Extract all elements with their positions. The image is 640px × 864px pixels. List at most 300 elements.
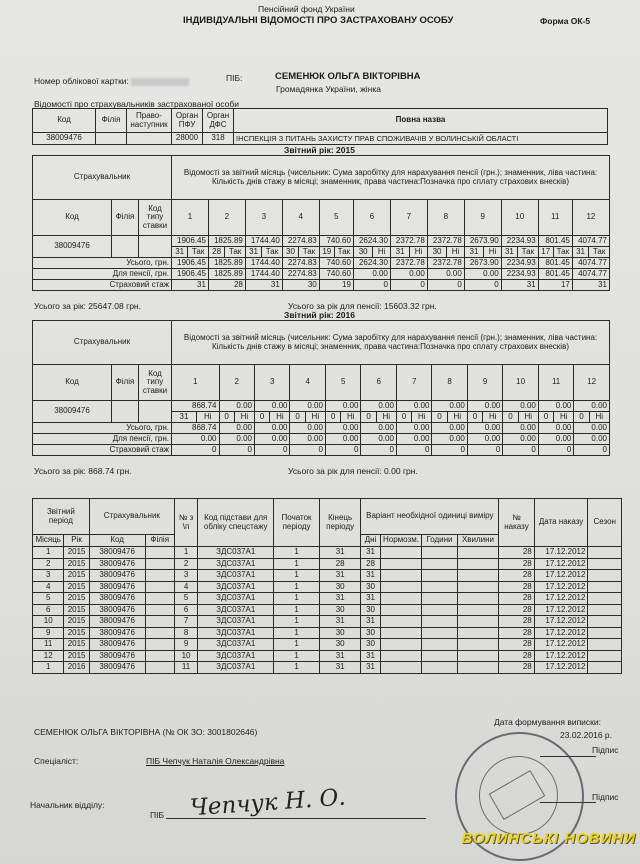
pension-row-value: 1744.40 — [245, 269, 282, 280]
month-paid-mark: Ні — [484, 247, 502, 258]
period-cell: 2015 — [64, 570, 89, 582]
month-amount: 0.00 — [432, 401, 467, 412]
period-cell: 38009476 — [89, 593, 145, 605]
period-cell — [457, 639, 499, 651]
pension-row-value: 4074.77 — [572, 269, 609, 280]
h-month: 10 — [503, 365, 538, 401]
y2016-table — [32, 320, 610, 456]
period-cell — [422, 581, 457, 593]
period-cell — [145, 627, 174, 639]
period-cell — [588, 547, 622, 559]
total-row-value: 0.00 — [361, 423, 396, 434]
table-row — [33, 604, 622, 616]
total-row-value: 0.00 — [574, 423, 610, 434]
month-days: 30 — [353, 247, 372, 258]
stazh-row-value: 0 — [396, 445, 431, 456]
pension-row-value: 0.00 — [254, 434, 289, 445]
total-row-value: 4074.77 — [572, 258, 609, 269]
year-2016-label: Звітний рік: 2016 — [284, 310, 355, 320]
month-amount: 0.00 — [574, 401, 610, 412]
pension-row-value: 740.60 — [319, 269, 353, 280]
h-month: 1 — [172, 200, 209, 236]
insurer-code: 38009476 — [33, 133, 96, 145]
month-amount: 2372.78 — [390, 236, 427, 247]
month-amount: 0.00 — [361, 401, 396, 412]
h-insurer: Страхувальник — [33, 156, 172, 200]
table-row — [33, 662, 622, 674]
period-cell: 4 — [33, 581, 64, 593]
period-cell: 1 — [274, 639, 320, 651]
stazh-row-value: 0 — [353, 280, 390, 291]
h-month: 9 — [467, 365, 502, 401]
total-row-value: 2624.30 — [353, 258, 390, 269]
month-amount: 0.00 — [503, 401, 538, 412]
h-fullname: Повна назва — [234, 109, 608, 133]
table-row — [33, 547, 622, 559]
total-row-value: 1744.40 — [245, 258, 282, 269]
h-code: Код — [33, 200, 112, 236]
h-month: 5 — [325, 365, 360, 401]
stazh-row-label: Страховий стаж — [33, 280, 172, 291]
table-row — [33, 593, 622, 605]
card-number-label: Номер облікової картки: — [34, 76, 189, 86]
month-paid-mark: Ні — [518, 412, 538, 423]
h-month: 8 — [427, 200, 464, 236]
h-code: Код — [33, 109, 96, 133]
period-cell — [145, 650, 174, 662]
period-cell — [422, 570, 457, 582]
period-cell: 38009476 — [89, 547, 145, 559]
period-cell: 30 — [361, 627, 380, 639]
total-row-value: 2372.78 — [390, 258, 427, 269]
pension-row-value: 2274.83 — [282, 269, 319, 280]
stazh-row-value: 0 — [361, 445, 396, 456]
stazh-row-label: Страховий стаж — [33, 445, 172, 456]
period-cell — [380, 639, 422, 651]
period-cell: 5 — [33, 593, 64, 605]
month-paid-mark: Так — [188, 247, 209, 258]
period-cell: 28 — [499, 558, 534, 570]
period-cell — [588, 650, 622, 662]
month-paid-mark: Ні — [589, 412, 609, 423]
stazh-row-value: 0 — [219, 445, 254, 456]
h-month: 4 — [290, 365, 325, 401]
period-cell: 8 — [174, 627, 197, 639]
pension-row-value: 0.00 — [503, 434, 538, 445]
period-cell: 31 — [319, 616, 361, 628]
y2015-total-year: Усього за рік: 25647.08 грн. — [34, 301, 141, 311]
month-amount: 0.00 — [396, 401, 431, 412]
pension-row-label: Для пенсії, грн. — [33, 269, 172, 280]
org-name: Пенсійний фонд України — [258, 4, 355, 14]
stazh-row-value: 30 — [282, 280, 319, 291]
month-days: 0 — [503, 412, 518, 423]
sign-label-2: Підпис — [592, 792, 619, 802]
period-cell — [380, 570, 422, 582]
period-cell: 31 — [361, 547, 380, 559]
period-cell: 10 — [33, 616, 64, 628]
period-cell: 17.12.2012 — [534, 627, 588, 639]
period-cell — [380, 604, 422, 616]
insurer-dfs: 318 — [203, 133, 234, 145]
stazh-row-value: 0 — [503, 445, 538, 456]
h-dfs: Орган ДФС — [203, 109, 234, 133]
h-month: 9 — [464, 200, 501, 236]
period-cell: ЗДС037А1 — [198, 581, 274, 593]
total-row-value: 0.00 — [467, 423, 502, 434]
period-cell — [588, 639, 622, 651]
period-cell — [457, 570, 499, 582]
month-days: 31 — [172, 412, 197, 423]
period-cell: 17.12.2012 — [534, 558, 588, 570]
period-cell: 11 — [33, 639, 64, 651]
month-days: 0 — [254, 412, 269, 423]
period-cell: 2015 — [64, 604, 89, 616]
head-label: Начальник відділу: — [30, 800, 105, 810]
pension-row-value: 0.00 — [219, 434, 254, 445]
period-cell: 28 — [499, 650, 534, 662]
h-month: 11 — [538, 365, 573, 401]
period-cell: 28 — [499, 662, 534, 674]
period-cell: 28 — [361, 558, 380, 570]
month-days: 31 — [245, 247, 261, 258]
period-cell: 2015 — [64, 650, 89, 662]
h-filia: Філія — [112, 365, 139, 401]
month-paid-mark: Так — [262, 247, 283, 258]
year-2015-label: Звітний рік: 2015 — [284, 145, 355, 155]
period-cell: 2016 — [64, 662, 89, 674]
period-cell — [422, 662, 457, 674]
h-month: 12 — [572, 200, 609, 236]
period-cell: 1 — [274, 570, 320, 582]
period-cell: ЗДС037А1 — [198, 627, 274, 639]
h-month: 7 — [390, 200, 427, 236]
period-cell — [422, 547, 457, 559]
month-days: 17 — [538, 247, 553, 258]
month-amount: 2624.30 — [353, 236, 390, 247]
month-paid-mark: Ні — [412, 412, 432, 423]
period-cell: ЗДС037А1 — [198, 616, 274, 628]
period-cell — [588, 604, 622, 616]
period-cell: 2 — [174, 558, 197, 570]
month-days: 0 — [574, 412, 589, 423]
month-amount: 0.00 — [467, 401, 502, 412]
h-month: 2 — [208, 200, 245, 236]
period-cell — [457, 627, 499, 639]
month-amount: 1825.89 — [208, 236, 245, 247]
pension-row-value: 0.00 — [574, 434, 610, 445]
period-cell: 28 — [499, 570, 534, 582]
total-row-label: Усього, грн. — [33, 258, 172, 269]
pension-row-value: 0.00 — [538, 434, 573, 445]
period-cell: 3 — [174, 570, 197, 582]
period-cell: 38009476 — [89, 604, 145, 616]
period-cell — [380, 593, 422, 605]
period-cell: 28 — [499, 547, 534, 559]
document-title: ІНДИВІДУАЛЬНІ ВІДОМОСТІ ПРО ЗАСТРАХОВАНУ ОСОБУ — [183, 15, 454, 26]
table-row — [33, 570, 622, 582]
month-days: 0 — [467, 412, 482, 423]
month-days: 0 — [538, 412, 553, 423]
period-cell — [588, 570, 622, 582]
stazh-row-value: 0 — [427, 280, 464, 291]
period-cell — [145, 593, 174, 605]
h-rate-type: Код типу ставки — [139, 365, 172, 401]
month-days: 28 — [208, 247, 224, 258]
period-cell: 1 — [274, 616, 320, 628]
period-cell: 1 — [274, 547, 320, 559]
period-cell — [145, 616, 174, 628]
insurer-code: 38009476 — [33, 401, 112, 423]
month-days: 0 — [219, 412, 234, 423]
period-cell — [145, 547, 174, 559]
month-paid-mark: Ні — [270, 412, 290, 423]
h-month: 2 — [219, 365, 254, 401]
period-cell: 1 — [33, 547, 64, 559]
month-days: 31 — [172, 247, 188, 258]
period-cell — [380, 627, 422, 639]
table-row — [33, 650, 622, 662]
period-cell: ЗДС037А1 — [198, 650, 274, 662]
stazh-row-value: 0 — [172, 445, 220, 456]
insurer-code: 38009476 — [33, 236, 112, 258]
month-days: 30 — [282, 247, 298, 258]
pension-row-value: 0.00 — [464, 269, 501, 280]
table-row — [33, 558, 622, 570]
insurer-fullname: ІНСПЕКЦІЯ З ПИТАНЬ ЗАХИСТУ ПРАВ СПОЖИВАЧІВ У ВОЛИНСЬКІЙ ОБЛАСТІ — [234, 133, 608, 145]
pension-row-label: Для пенсії, грн. — [33, 434, 172, 445]
head-pib-label: ПІБ — [150, 810, 165, 820]
period-cell — [380, 650, 422, 662]
period-cell: 31 — [361, 616, 380, 628]
month-days: 31 — [390, 247, 409, 258]
h-month: 8 — [432, 365, 467, 401]
period-cell: 11 — [174, 662, 197, 674]
stazh-row-value: 31 — [172, 280, 209, 291]
pension-row-value: 0.00 — [467, 434, 502, 445]
pension-row-value: 0.00 — [325, 434, 360, 445]
period-cell — [588, 593, 622, 605]
period-cell — [457, 662, 499, 674]
period-cell: 1 — [274, 627, 320, 639]
month-paid-mark: Ні — [341, 412, 361, 423]
month-amount: 868.74 — [172, 401, 220, 412]
month-paid-mark: Так — [589, 247, 610, 258]
month-days: 31 — [501, 247, 517, 258]
period-cell: 5 — [174, 593, 197, 605]
period-cell: 17.12.2012 — [534, 650, 588, 662]
period-cell: 30 — [319, 604, 361, 616]
period-cell: 1 — [274, 650, 320, 662]
month-paid-mark: Ні — [447, 247, 465, 258]
stazh-row-value: 28 — [208, 280, 245, 291]
pension-row-value: 0.00 — [390, 269, 427, 280]
period-cell: 2015 — [64, 616, 89, 628]
period-cell: 17.12.2012 — [534, 570, 588, 582]
h-month: 5 — [319, 200, 353, 236]
period-cell — [145, 581, 174, 593]
h-month: 3 — [245, 200, 282, 236]
period-cell: 28 — [499, 593, 534, 605]
period-cell: ЗДС037А1 — [198, 558, 274, 570]
period-cell: 31 — [361, 570, 380, 582]
month-amount: 0.00 — [219, 401, 254, 412]
period-cell — [422, 650, 457, 662]
period-cell: ЗДС037А1 — [198, 593, 274, 605]
month-paid-mark: Ні — [447, 412, 467, 423]
period-cell: 31 — [319, 650, 361, 662]
period-cell: 17.12.2012 — [534, 581, 588, 593]
month-paid-mark: Ні — [376, 412, 396, 423]
month-amount: 0.00 — [325, 401, 360, 412]
h-month: 4 — [282, 200, 319, 236]
period-cell: 2015 — [64, 627, 89, 639]
month-days: 31 — [572, 247, 588, 258]
h-filia: Філія — [112, 200, 139, 236]
table-row — [33, 616, 622, 628]
period-cell: 30 — [361, 581, 380, 593]
period-cell: 1 — [274, 604, 320, 616]
period-cell — [457, 547, 499, 559]
total-row-label: Усього, грн. — [33, 423, 172, 434]
total-row-value: 0.00 — [219, 423, 254, 434]
period-cell — [422, 604, 457, 616]
h-rate-type: Код типу ставки — [139, 200, 172, 236]
pension-row-value: 0.00 — [353, 269, 390, 280]
period-cell — [588, 558, 622, 570]
period-cell: 9 — [33, 627, 64, 639]
month-amount: 2673.90 — [464, 236, 501, 247]
stazh-row-value: 0 — [325, 445, 360, 456]
pib-label: ПІБ: — [226, 73, 243, 83]
pension-row-value: 0.00 — [427, 269, 464, 280]
period-cell — [422, 593, 457, 605]
h-insurer: Страхувальник — [33, 321, 172, 365]
period-cell: 17.12.2012 — [534, 639, 588, 651]
period-cell: 31 — [361, 650, 380, 662]
period-cell: 28 — [499, 616, 534, 628]
month-paid-mark: Ні — [234, 412, 254, 423]
h-month: 6 — [361, 365, 396, 401]
pension-row-value: 0.00 — [290, 434, 325, 445]
insurer-caption: Відомості про страхувальників застрахованої особи — [34, 99, 240, 109]
stazh-row-value: 0 — [390, 280, 427, 291]
period-cell: 2015 — [64, 593, 89, 605]
h-filia: Філія — [96, 109, 127, 133]
period-cell — [588, 662, 622, 674]
total-row-value: 1825.89 — [208, 258, 245, 269]
total-row-value: 2234.93 — [501, 258, 538, 269]
specialist-label: Спеціаліст: — [34, 756, 79, 766]
period-cell: ЗДС037А1 — [198, 662, 274, 674]
stazh-row-value: 31 — [501, 280, 538, 291]
total-row-value: 2673.90 — [464, 258, 501, 269]
total-row-value: 0.00 — [503, 423, 538, 434]
period-cell — [588, 581, 622, 593]
stazh-row-value: 0 — [467, 445, 502, 456]
h-month: 12 — [574, 365, 610, 401]
period-cell: 3 — [33, 570, 64, 582]
special-periods-table: Звітний період Страхувальник № з \п Код підстави для обліку спецстажу Початок періоду Кінець періоду Варіант необхідної одиниці виміру № наказу Дата наказу Сезон Місяць Рік Код Філія Дні Нормозм. Години Хвилини 1 2015 38009476 1 ЗДС037А1 1 31 31 28 17.12.2012 2 2015 38009476 2 ЗДС037А1 1 28 28 28 17.12.2012 3 2015 38009476 3 ЗДС037А1 1 31 31 28 17.12.2012 4 2015 38009476 4 ЗДС037А1 1 30 30 28 17.12.2012 5 2015 38009476 5 ЗДС037А1 1 31 31 28 17.12.2012 6 2015 38009476 6 ЗДС037А1 1 30 30 28 17.12.2012 10 2015 38009476 7 ЗДС037А1 1 31 31 28 17.12.2012 9 2015 38009476 8 ЗДС037А1 1 30 30 28 17.12.2012 11 2015 38009476 9 ЗДС037А1 1 30 30 28 17.12.2012 12 2015 38009476 10 ЗДС037А1 1 31 31 28 17.12.2012 1 2016 38009476 11 ЗДС037А1 1 31 31 28 17.12.2012 — [32, 498, 622, 674]
period-cell — [422, 616, 457, 628]
month-amount: 740.60 — [319, 236, 353, 247]
month-days: 19 — [319, 247, 334, 258]
period-cell: 17.12.2012 — [534, 547, 588, 559]
period-cell: ЗДС037А1 — [198, 604, 274, 616]
period-cell — [145, 639, 174, 651]
period-cell: 38009476 — [89, 627, 145, 639]
pension-row-value: 2234.93 — [501, 269, 538, 280]
month-amount: 2372.78 — [427, 236, 464, 247]
h-pfu: Орган ПФУ — [172, 109, 203, 133]
period-cell: 28 — [499, 581, 534, 593]
period-cell: 38009476 — [89, 650, 145, 662]
month-paid-mark: Ні — [483, 412, 503, 423]
h-month: 11 — [538, 200, 572, 236]
stazh-row-value: 0 — [290, 445, 325, 456]
h-month: 10 — [501, 200, 538, 236]
period-cell: 30 — [361, 639, 380, 651]
month-days: 30 — [427, 247, 446, 258]
table-row — [33, 627, 622, 639]
formed-date: 23.02.2016 р. — [560, 730, 612, 740]
h-month: 3 — [254, 365, 289, 401]
period-cell: 1 — [274, 581, 320, 593]
period-cell: 2015 — [64, 558, 89, 570]
month-days: 0 — [396, 412, 411, 423]
month-days: 0 — [325, 412, 340, 423]
period-cell: ЗДС037А1 — [198, 547, 274, 559]
total-row-value: 801.45 — [538, 258, 572, 269]
h-month: 6 — [353, 200, 390, 236]
period-cell: 17.12.2012 — [534, 616, 588, 628]
period-cell: 31 — [319, 570, 361, 582]
pension-row-value: 0.00 — [361, 434, 396, 445]
period-cell — [422, 558, 457, 570]
total-row-value: 1906.45 — [172, 258, 209, 269]
period-cell — [457, 558, 499, 570]
period-cell: 1 — [174, 547, 197, 559]
period-cell: 2015 — [64, 581, 89, 593]
stazh-row-value: 0 — [432, 445, 467, 456]
month-amount: 1744.40 — [245, 236, 282, 247]
stazh-row-value: 0 — [464, 280, 501, 291]
period-cell: 7 — [174, 616, 197, 628]
period-cell: 28 — [499, 604, 534, 616]
total-row-value: 0.00 — [396, 423, 431, 434]
month-amount: 4074.77 — [572, 236, 609, 247]
formed-label: Дата формування виписки: — [494, 717, 602, 727]
h-successor: Право-наступник — [127, 109, 172, 133]
month-amount: 1906.45 — [172, 236, 209, 247]
specialist-pib: ПІБ Чепчук Наталія Олександрівна — [146, 756, 285, 766]
month-paid-mark: Ні — [410, 247, 428, 258]
month-paid-mark: Так — [553, 247, 572, 258]
period-cell: ЗДС037А1 — [198, 570, 274, 582]
stazh-row-value: 31 — [245, 280, 282, 291]
pension-row-value: 801.45 — [538, 269, 572, 280]
y2015-table — [32, 155, 610, 291]
period-cell: 2015 — [64, 639, 89, 651]
table-row — [33, 581, 622, 593]
total-row-value: 0.00 — [538, 423, 573, 434]
period-cell: 38009476 — [89, 662, 145, 674]
stazh-row-value: 0 — [574, 445, 610, 456]
pension-row-value: 0.00 — [396, 434, 431, 445]
h-code: Код — [33, 365, 112, 401]
y2016-total-year: Усього за рік: 868.74 грн. — [34, 466, 132, 476]
period-cell: 1 — [274, 662, 320, 674]
